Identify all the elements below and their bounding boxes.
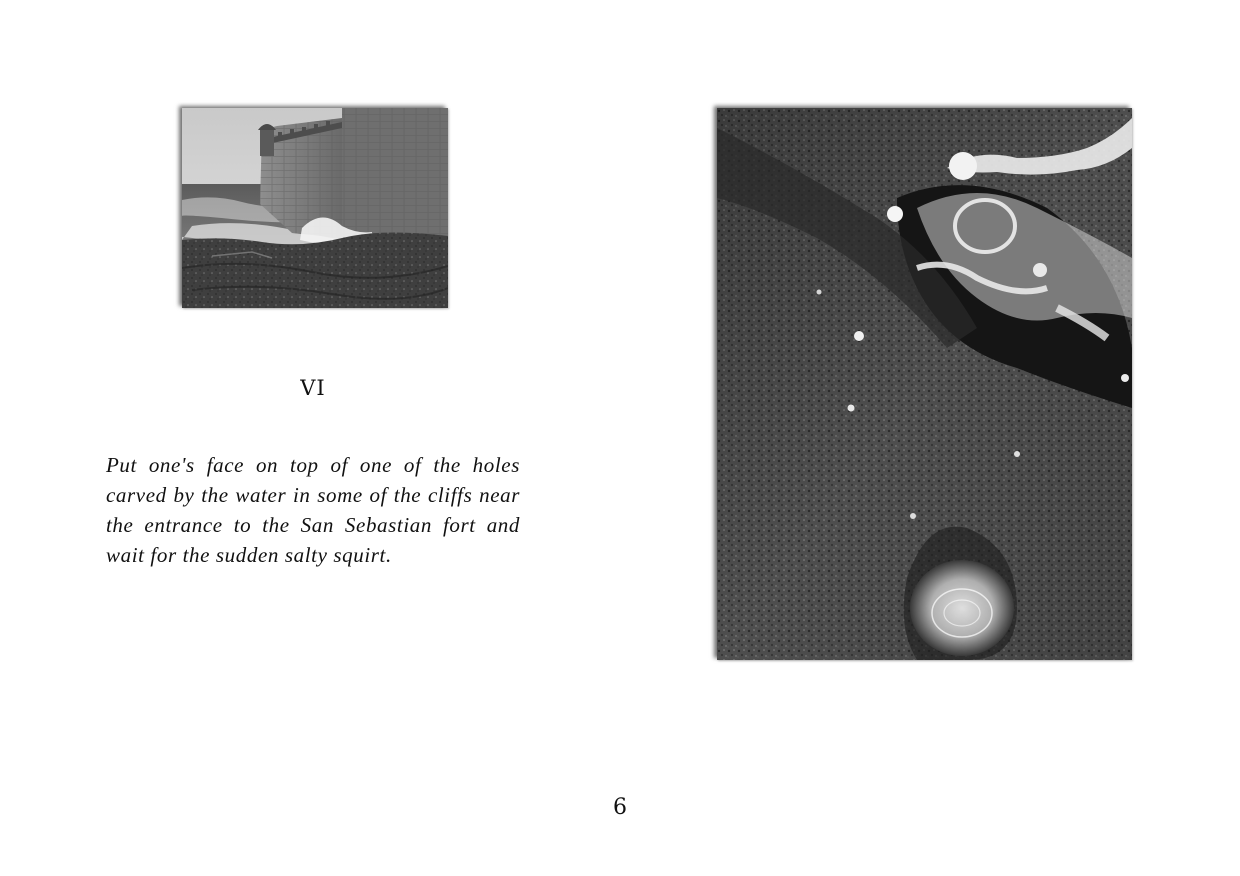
splash-photo [717,108,1132,660]
fort-photo [182,108,448,308]
chapter-numeral: VI [300,376,326,400]
page-number: 6 [613,795,627,820]
chapter-text: Put one's face on top of one of the holes carved by the water in some of the cliffs near the entrance to the San Sebastian fort and wait for the sudden salty squirt. [106,453,520,567]
